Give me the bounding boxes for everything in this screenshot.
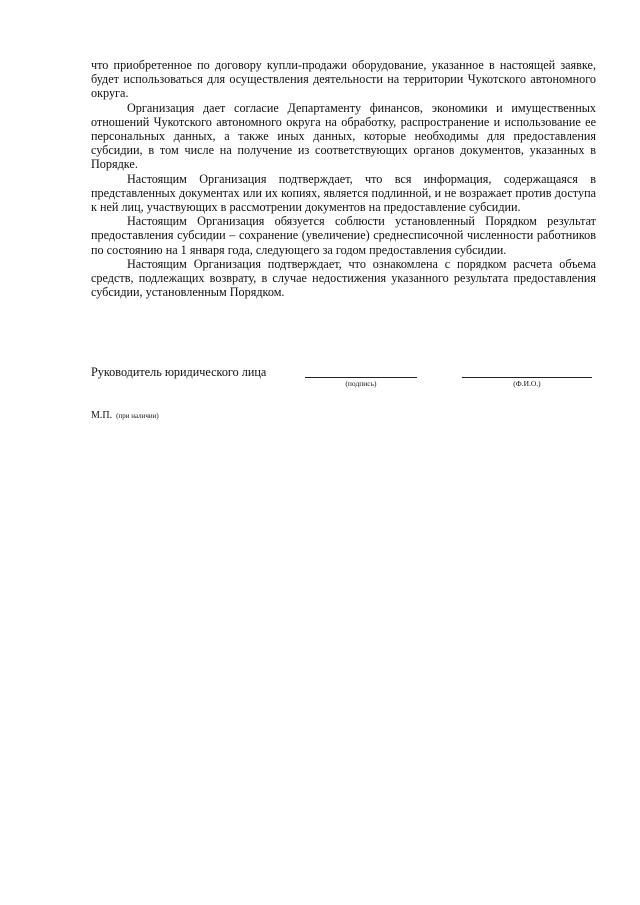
signature-block xyxy=(91,365,596,395)
full-name-line xyxy=(462,377,592,378)
document-body xyxy=(91,58,596,299)
stamp-label: М.П. xyxy=(91,410,113,421)
full-name-caption: (Ф.И.О.) xyxy=(513,379,541,388)
paragraph-equipment-use: что приобретенное по договору купли-продажи оборудование, указанное в настоящей заявке, будет использоваться для осуществления деятельности на территории Чукотского автономного округа. xyxy=(91,58,596,101)
stamp-placeholder xyxy=(91,405,159,423)
signature-caption: (подпись) xyxy=(345,379,377,388)
paragraph-data-consent: Организация дает согласие Департаменту финансов, экономики и имущественных отношений Чукотского автономного округа на обработку, распространение и использование ее персональных данных, а также иных данных, которые необходимы для предоставления субсидии, в том числе на получение из соответствующих органов документов, указанных в Порядке. xyxy=(91,100,596,172)
paragraph-authenticity: Настоящим Организация подтверждает, что вся информация, содержащаяся в представленных документах или их копиях, является подлинной, и не возражает против доступа к ней лиц, участвующих в рассмотрении документов на предоставление субсидии. xyxy=(91,171,596,215)
stamp-note: (при наличии) xyxy=(116,412,159,420)
paragraph-refund-acknowledgement: Настоящим Организация подтверждает, что ознакомлена с порядком расчета объема средств, подлежащих возврату, в случае недостижения указанного результата предоставления субсидии, установленным Порядком. xyxy=(91,256,596,300)
signature-line xyxy=(305,377,417,378)
signature-role-label: Руководитель юридического лица xyxy=(91,365,267,379)
paragraph-obligation: Настоящим Организация обязуется соблюсти установленный Порядком результат предоставления субсидии – сохранение (увеличение) среднесписочной численности работников по состоянию на 1 января года, следующего за годом предоставления субсидии. xyxy=(91,214,596,257)
